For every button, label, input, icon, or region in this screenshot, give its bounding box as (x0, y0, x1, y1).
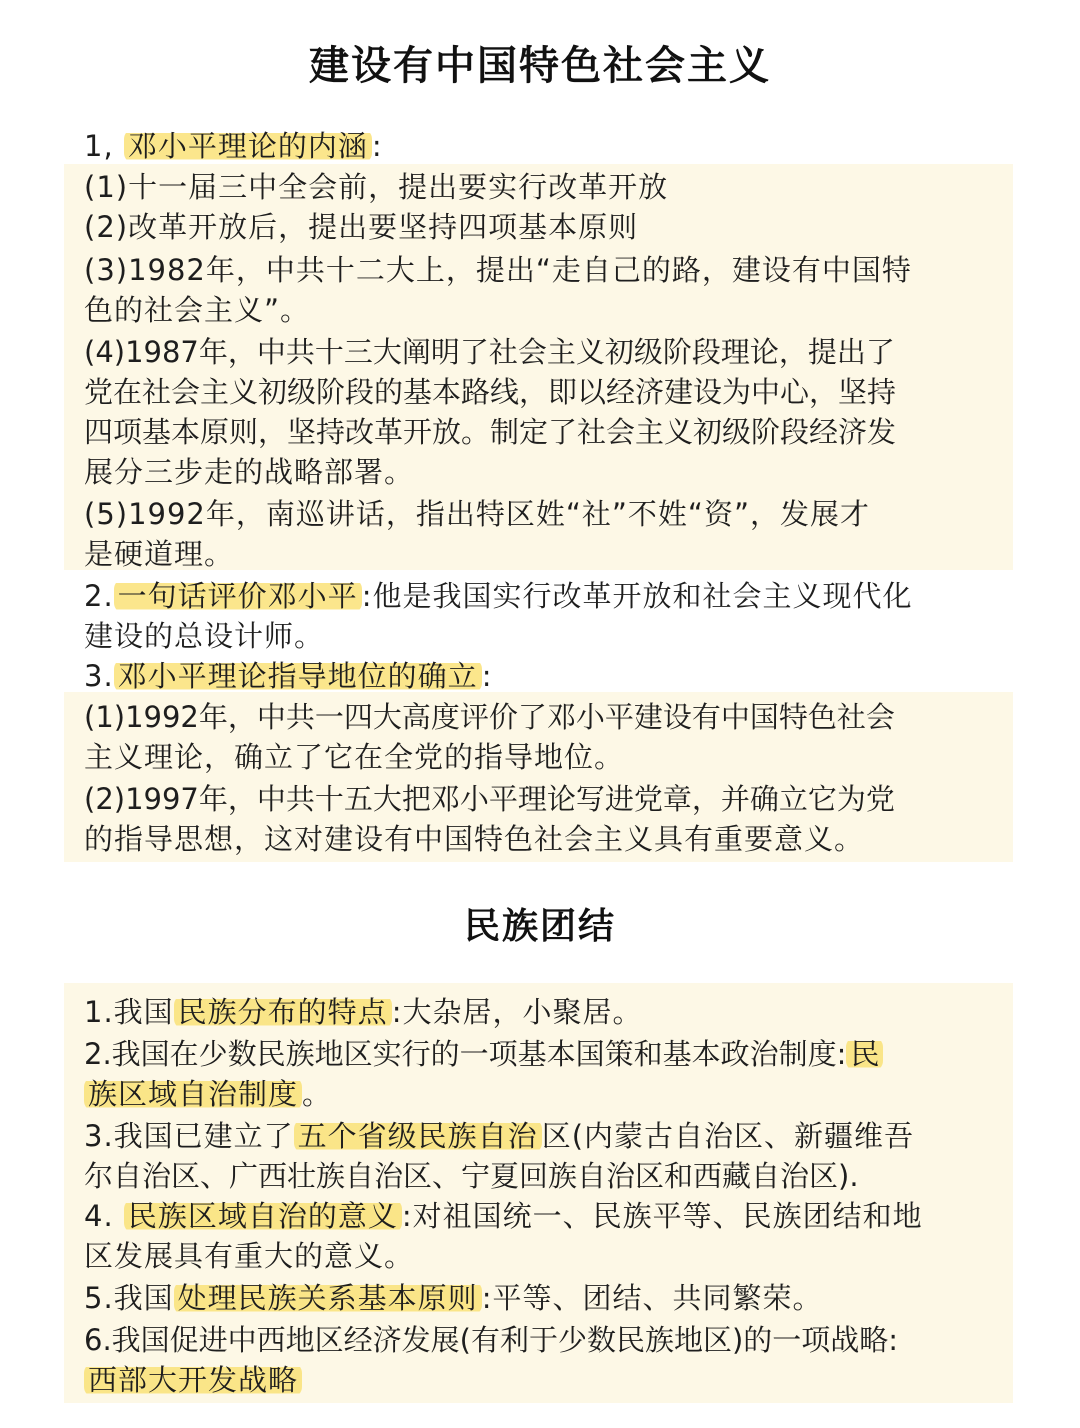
text-line: (1)十一届三中全会前，提出要实行改革开放 (84, 170, 669, 204)
item-prefix: 1.我国 (84, 995, 174, 1029)
list-item-4 (84, 1196, 1004, 1236)
text-line: 党在社会主义初级阶段的基本路线，即以经济建设为中心，坚持 (84, 375, 897, 409)
text-line: (3)1982年，中共十二大上，提出“走自己的路，建设有中国特 (84, 253, 912, 287)
list-item-6: 6.我国促进中西地区经济发展(有利于少数民族地区)的一项战略: (84, 1323, 899, 1357)
text-line: 建设的总设计师。 (84, 619, 325, 653)
answer-text: :大杂居，小聚居。 (391, 995, 643, 1029)
text-line: 色的社会主义”。 (84, 293, 311, 327)
highlighted-keyword: 民族分布的特点 (174, 995, 392, 1029)
list-item-3 (84, 1116, 1004, 1156)
answer-text: :平等、团结、共同繁荣。 (481, 1281, 823, 1315)
question-heading-3 (84, 656, 1004, 696)
answer-text: 区(内蒙古自治区、新疆维吾 (541, 1119, 915, 1153)
text-line: 四项基本原则，坚持改革开放。制定了社会主义初级阶段经济发 (84, 415, 897, 449)
answer-text: :对祖国统一、民族平等、民族团结和地 (401, 1199, 923, 1233)
section-title-ethnic-unity: 民族团结 (463, 905, 616, 947)
text-line: 的指导思想，这对建设有中国特色社会主义具有重要意义。 (84, 822, 865, 856)
text-line: 尔自治区、广西壮族自治区、宁夏回族自治区和西藏自治区). (84, 1159, 859, 1193)
highlighted-keyword: 五个省级民族自治 (294, 1119, 542, 1153)
period: 。 (302, 1077, 333, 1111)
list-item-6-cont (84, 1360, 1004, 1400)
colon: : (371, 129, 383, 163)
section-title-socialism: 建设有中国特色社会主义 (309, 42, 771, 89)
list-item-5 (84, 1278, 1004, 1318)
text-line: (4)1987年，中共十三大阐明了社会主义初级阶段理论，提出了 (84, 335, 895, 369)
question-number: 1, (84, 129, 114, 163)
list-item-1 (84, 992, 1004, 1032)
list-item-2 (84, 1034, 1004, 1074)
item-prefix: 3.我国已建立了 (84, 1119, 294, 1153)
text-line: (1)1992年，中共一四大高度评价了邓小平建设有中国特色社会 (84, 700, 895, 734)
highlighted-keyword: 族区域自治制度 (84, 1077, 302, 1111)
highlighted-keyword: 处理民族关系基本原则 (174, 1281, 482, 1315)
highlighted-keyword: 民 (846, 1037, 883, 1071)
text-line: 展分三步走的战略部署。 (84, 455, 415, 489)
text-line: 主义理论，确立了它在全党的指导地位。 (84, 740, 625, 774)
highlighted-keyword: 西部大开发战略 (84, 1363, 302, 1397)
text-line: 是硬道理。 (84, 537, 235, 571)
item-prefix: 4. (84, 1199, 124, 1233)
highlighted-keyword: 民族区域自治的意义 (124, 1199, 402, 1233)
text-line: 区发展具有重大的意义。 (84, 1239, 415, 1273)
answer-text: :他是我国实行改革开放和社会主义现代化 (361, 579, 913, 613)
highlighted-keyword: 邓小平理论的内涵 (124, 129, 372, 163)
question-number: 3. (84, 659, 114, 693)
text-line: (2)改革开放后，提出要坚持四项基本原则 (84, 210, 639, 244)
question-heading-2 (84, 576, 1004, 616)
text-line: (5)1992年，南巡讲话，指出特区姓“社”不姓“资”，发展才 (84, 497, 870, 531)
text-line: (2)1997年，中共十五大把邓小平理论写进党章，并确立它为党 (84, 782, 895, 816)
highlighted-keyword: 邓小平理论指导地位的确立 (114, 659, 482, 693)
list-item-2-cont (84, 1074, 1004, 1114)
item-prefix: 5.我国 (84, 1281, 174, 1315)
colon: : (481, 659, 493, 693)
question-heading-1 (84, 126, 1004, 166)
highlighted-keyword: 一句话评价邓小平 (114, 579, 362, 613)
question-number: 2. (84, 579, 114, 613)
item-prefix: 2.我国在少数民族地区实行的一项基本国策和基本政治制度: (84, 1037, 847, 1071)
